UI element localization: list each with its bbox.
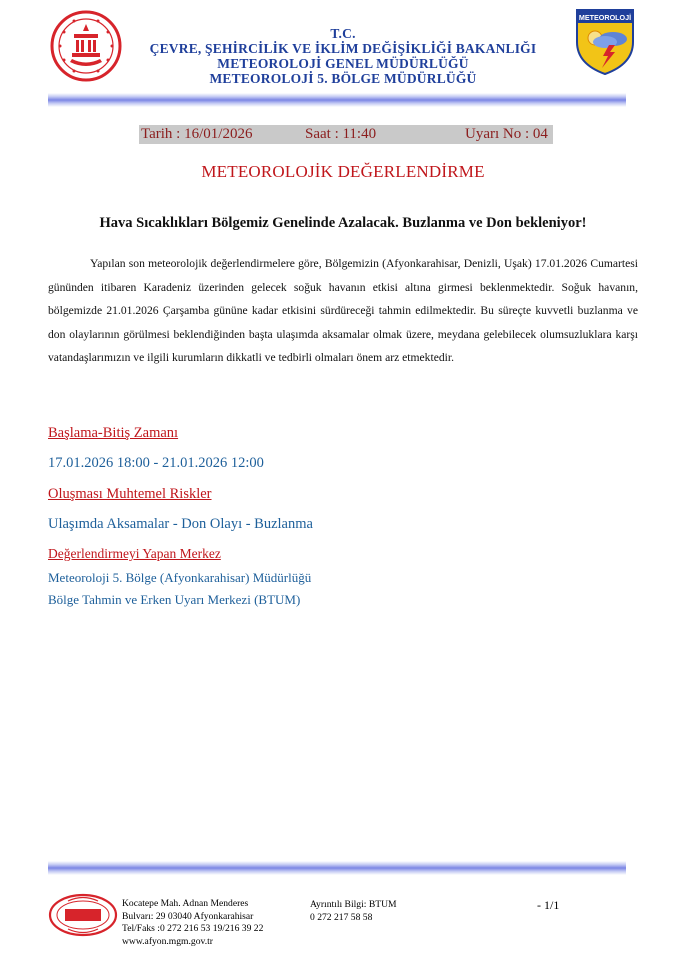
date-text: Tarih : 16/01/2026 — [141, 126, 253, 142]
tse-iso-9000-logo — [48, 892, 118, 938]
start-end-time-value: 17.01.2026 18:00 - 21.01.2026 12:00 — [48, 455, 264, 471]
meteoroloji-shield-logo — [575, 8, 635, 76]
info-bar — [139, 125, 553, 144]
body-paragraph: Yapılan son meteorolojik değerlendirmelere göre, Bölgemizin (Afyonkarahisar, Denizli, Uşak) 17.01.2026 Cumartesi gününden itibaren Karadeniz üzerinden gelecek soğuk havanın etkisi altına girmesi beklenmektedir. Soğuk havanın, bölgemizde 21.01.2026 Çarşamba gününe kadar etkisini sürdüreceği tahmin edilmektedir. Bu süreçte kuvvetli buzlanma ve don olaylarının görülmesi beklendiğinden başta ulaşımda aksamalar olmak üzere, meydana gelebilecek olumsuzluklara karşı vatandaşlarımızın ve ilgili kurumların dikkatli ve tedbirli olmaları önem arz etmektedir. — [48, 257, 638, 364]
address-line1: Kocatepe Mah. Adnan Menderes — [122, 898, 249, 909]
page-number: - 1/1 — [537, 898, 560, 912]
header-tc: T.C. — [330, 26, 356, 41]
possible-risks-label: Oluşması Muhtemel Riskler — [48, 486, 212, 502]
evaluating-center-label: Değerlendirmeyi Yapan Merkez — [48, 546, 221, 561]
detail-info-label: Ayrıntılı Bilgi: BTUM — [310, 899, 397, 910]
evaluating-center-line2: Bölge Tahmin ve Erken Uyarı Merkezi (BTUM) — [48, 592, 301, 607]
evaluating-center-line1: Meteoroloji 5. Bölge (Afyonkarahisar) Müdürlüğü — [48, 570, 312, 585]
time-text: Saat : 11:40 — [305, 126, 377, 142]
footer-address — [122, 898, 263, 948]
warning-number-text: Uyarı No : 04 — [465, 126, 548, 142]
headline: Hava Sıcaklıkları Bölgemiz Genelinde Azalacak. Buzlanma ve Don bekleniyor! — [99, 215, 587, 231]
address-line2: Bulvarı: 29 03040 Afyonkarahisar — [122, 910, 254, 922]
header-ministry: ÇEVRE, ŞEHİRCİLİK VE İKLİM DEĞİŞİKLİĞİ BAKANLIĞI — [149, 41, 537, 56]
detail-info-phone: 0 272 217 58 58 — [310, 911, 373, 923]
possible-risks-value: Ulaşımda Aksamalar - Don Olayı - Buzlanma — [48, 516, 313, 532]
header-directorate: METEOROLOJİ GENEL MÜDÜRLÜĞÜ — [217, 56, 469, 71]
website-link[interactable]: www.afyon.mgm.gov.tr — [122, 935, 213, 947]
footer-divider-bar — [48, 861, 626, 875]
body-text — [48, 252, 638, 370]
header-regional-directorate: METEOROLOJİ 5. BÖLGE MÜDÜRLÜĞÜ — [209, 71, 477, 86]
start-end-time-label: Başlama-Bitiş Zamanı — [48, 425, 179, 441]
logo-text: METEOROLOJİ — [578, 13, 632, 22]
footer-contact — [310, 899, 397, 924]
header-divider-bar — [48, 93, 626, 107]
document-title: METEOROLOJİK DEĞERLENDİRME — [201, 162, 485, 181]
phone-fax: Tel/Faks :0 272 216 53 19/216 39 22 — [122, 923, 264, 934]
